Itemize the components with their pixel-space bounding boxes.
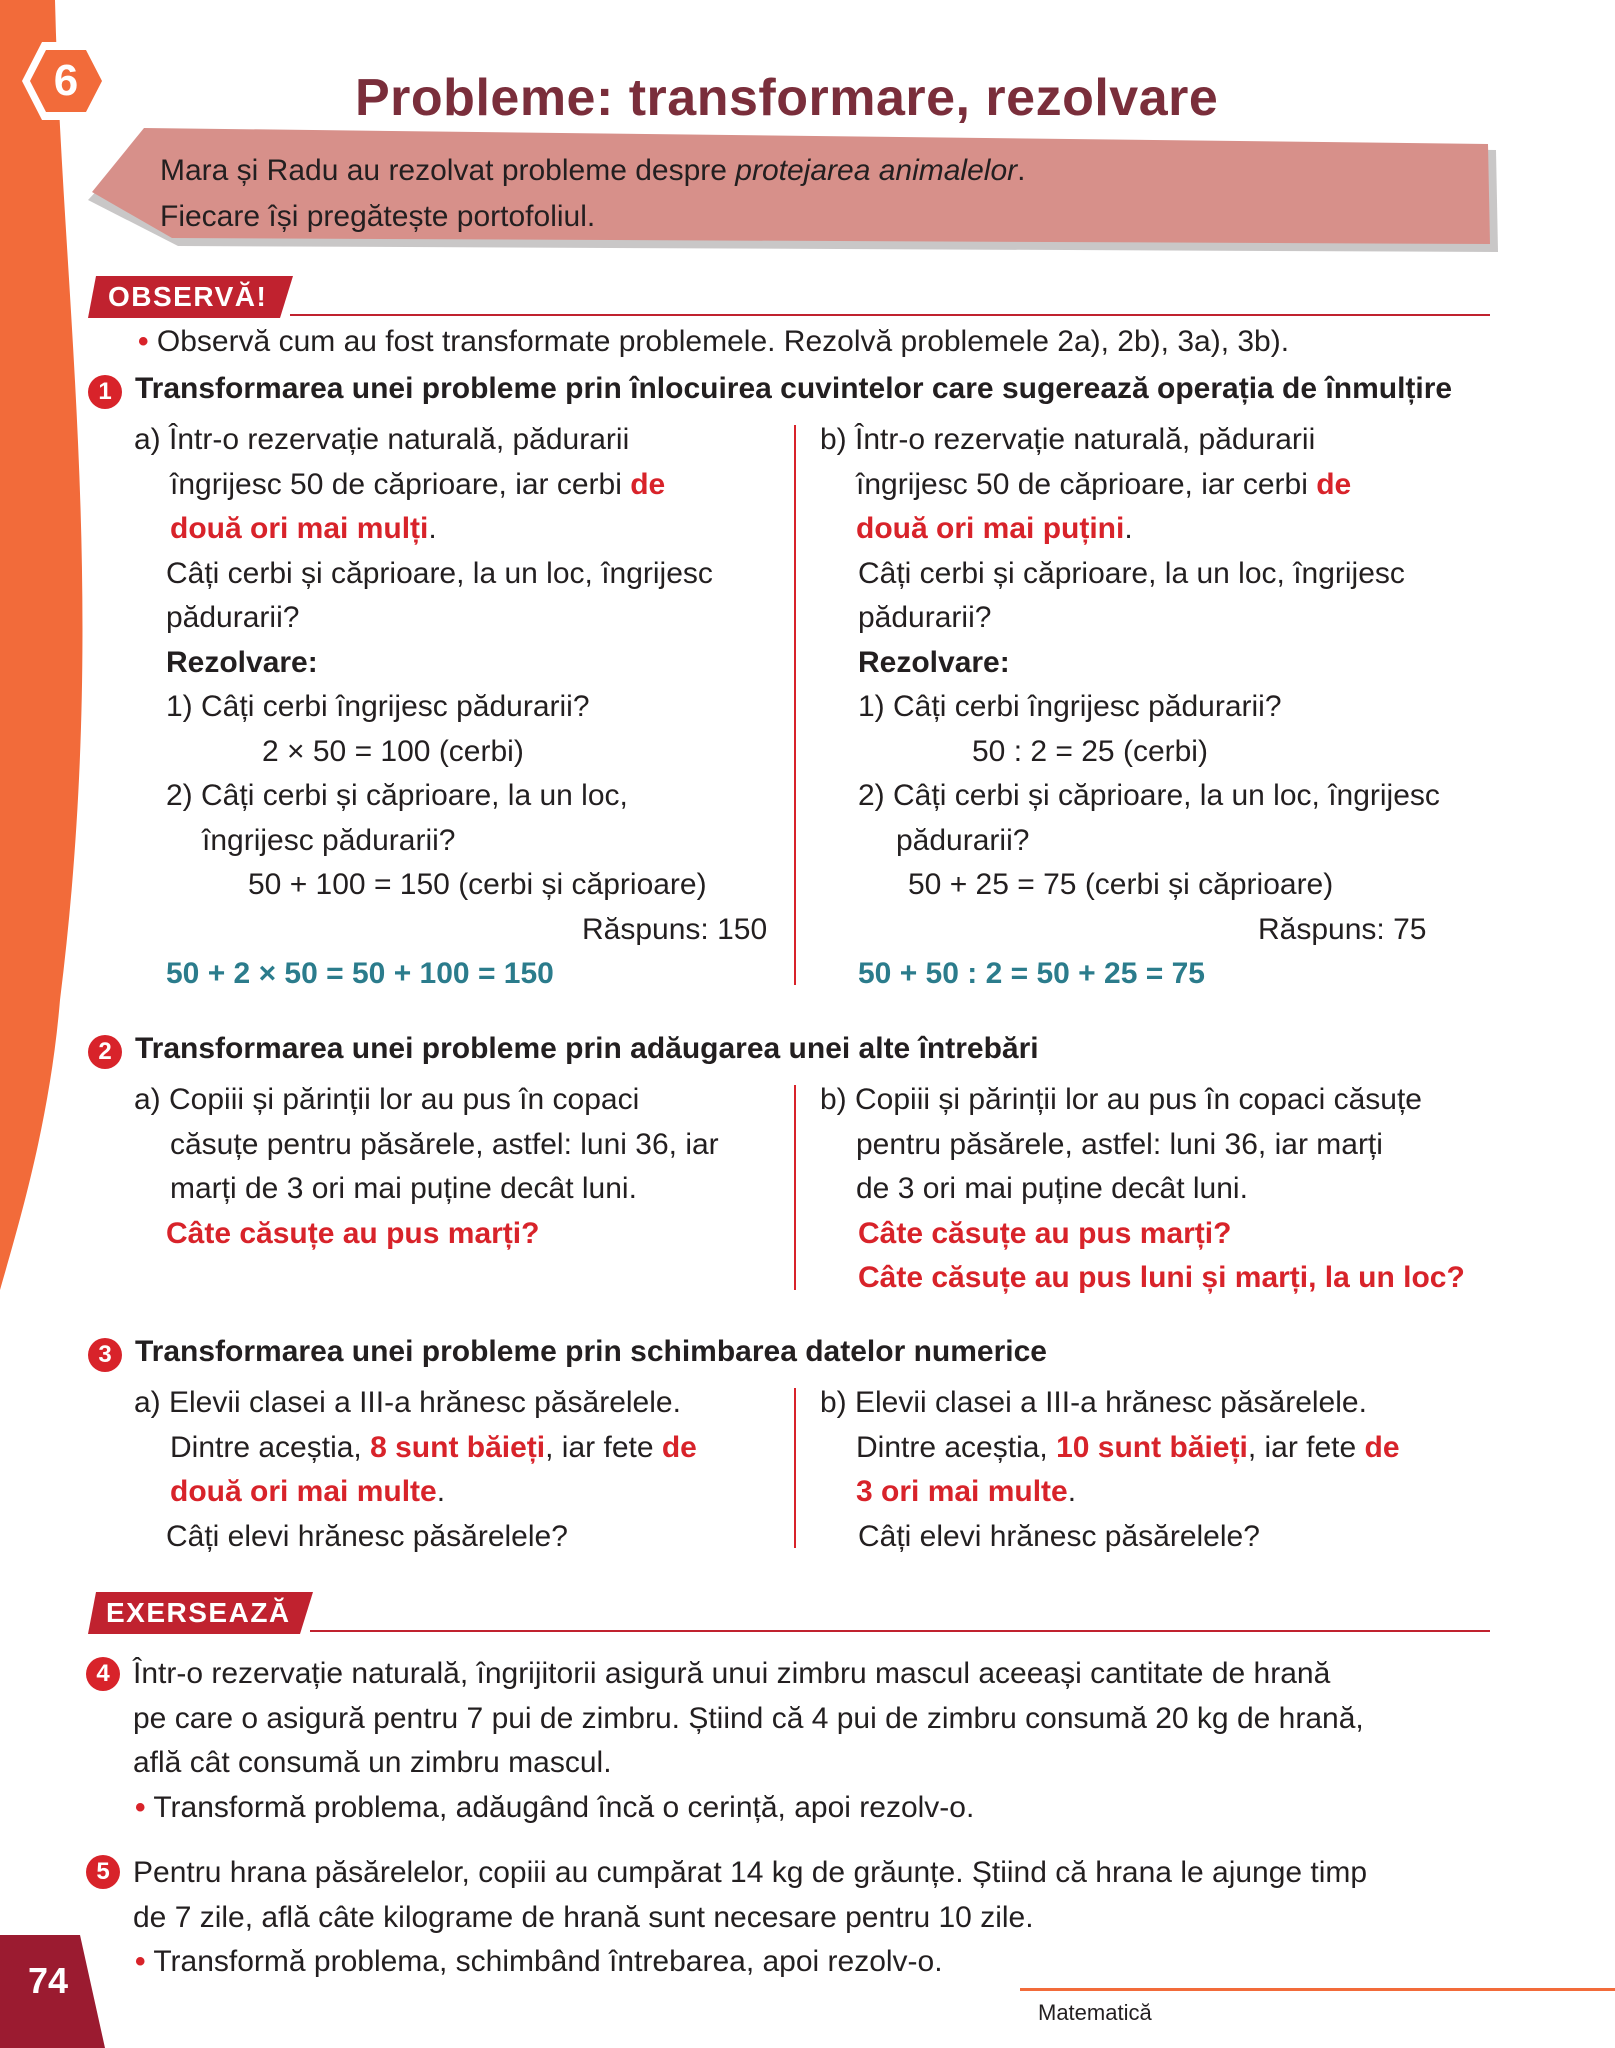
footer-rule xyxy=(1020,1988,1615,1991)
problem-1a: a) Într-o rezervație naturală, pădurarii îngrijesc 50 de căprioare, iar cerbi de două ori mai mulți. Câți cerbi și căprioare, la un loc, îngrijesc pădurarii? Rezolvare: 1) Câți cerbi îngrijesc pădurarii? 2 × 50 = 100 (cerbi) 2) Câți cerbi și căprioare, la un loc, îngrijesc pădurarii? 50 + 100 = 150 (cerbi și căprioare) Răspuns: 150 50 + 2 × 50 = 50 + 100 = 150 xyxy=(134,423,768,990)
problem-2a: a) Copiii și părinții lor au pus în copaci căsuțe pentru păsărele, astfel: luni 36, iar marți de 3 ori mai puține decât luni. Câte căsuțe au pus marți? xyxy=(134,1083,719,1250)
footer-subject: Matematică xyxy=(1038,2000,1152,2025)
exerseaza-rule xyxy=(310,1630,1490,1632)
problem-3b: b) Elevii clasei a III-a hrănesc păsărelele. Dintre aceștia, 10 sunt băieți, iar fete de 3 ori mai multe. Câți elevi hrănesc păsărelele? xyxy=(820,1386,1400,1553)
problem-5-text: Pentru hrana păsărelelor, copiii au cumpărat 14 kg de grăunțe. Știind că hrana le ajunge timp de 7 zile, află câte kilograme de hrană sunt necesare pentru 10 zile. • Transformă problema, schimbând întrebarea, apoi rezolv-o. xyxy=(133,1856,1368,1978)
problem-2-divider xyxy=(794,1085,796,1290)
problem-3-number: 3 xyxy=(88,1338,122,1372)
intro-text: Mara și Radu au rezolvat probleme despre protejarea animalelor. Fiecare își pregătește portofoliul. xyxy=(160,154,1026,233)
problem-3a: a) Elevii clasei a III-a hrănesc păsărelele. Dintre aceștia, 8 sunt băieți, iar fete de două ori mai multe. Câți elevi hrănesc păsărelele? xyxy=(134,1386,697,1553)
observa-bullet: • Observă cum au fost transformate problemele. Rezolvă problemele 2a), 2b), 3a), 3b). xyxy=(138,325,1290,358)
problem-5-number: 5 xyxy=(86,1855,120,1889)
problem-3-divider xyxy=(794,1388,796,1548)
exerseaza-label: EXERSEAZĂ xyxy=(106,1597,291,1628)
problem-1b: b) Într-o rezervație naturală, pădurarii îngrijesc 50 de căprioare, iar cerbi de două ori mai puțini. Câți cerbi și căprioare, la un loc, îngrijesc pădurarii? Rezolvare: 1) Câți cerbi îngrijesc pădurarii? 50 : 2 = 25 (cerbi) 2) Câți cerbi și căprioare, la un loc, îngrijesc pădurarii? 50 + 25 = 75 (cerbi și căprioare) Răspuns: 75 50 + 50 : 2 = 50 + 25 = 75 xyxy=(820,423,1440,990)
page-title: Probleme: transformare, rezolvare xyxy=(355,69,1219,127)
problem-1-divider xyxy=(794,425,796,985)
problem-4-number: 4 xyxy=(86,1657,120,1691)
observa-rule xyxy=(290,314,1490,316)
problem-1-heading: Transformarea unei probleme prin înlocuirea cuvintelor care sugerează operația de înmulțire xyxy=(135,372,1453,405)
problem-3-heading: Transformarea unei probleme prin schimbarea datelor numerice xyxy=(135,1335,1047,1368)
problem-2b: b) Copiii și părinții lor au pus în copaci căsuțe pentru păsărele, astfel: luni 36, iar marți de 3 ori mai puține decât luni. Câte căsuțe au pus marți? Câte căsuțe au pus luni și marți, la un loc? xyxy=(820,1083,1465,1294)
observa-label: OBSERVĂ! xyxy=(108,281,268,312)
chapter-number: 6 xyxy=(53,56,79,105)
problem-2-heading: Transformarea unei probleme prin adăugarea unei alte întrebări xyxy=(135,1032,1039,1065)
problem-2-number: 2 xyxy=(88,1035,122,1069)
problem-4-text: Într-o rezervație naturală, îngrijitorii asigură unui zimbru mascul aceeași cantitate de hrană pe care o asigură pentru 7 pui de zimbru. Știind că 4 pui de zimbru consumă 20 kg de hrană, află cât consumă un zimbru mascul. • Transformă problema, adăugând încă o cerință, apoi rezolv-o. xyxy=(133,1657,1364,1824)
page-number: 74 xyxy=(28,1960,69,2001)
problem-1-number: 1 xyxy=(88,375,122,409)
